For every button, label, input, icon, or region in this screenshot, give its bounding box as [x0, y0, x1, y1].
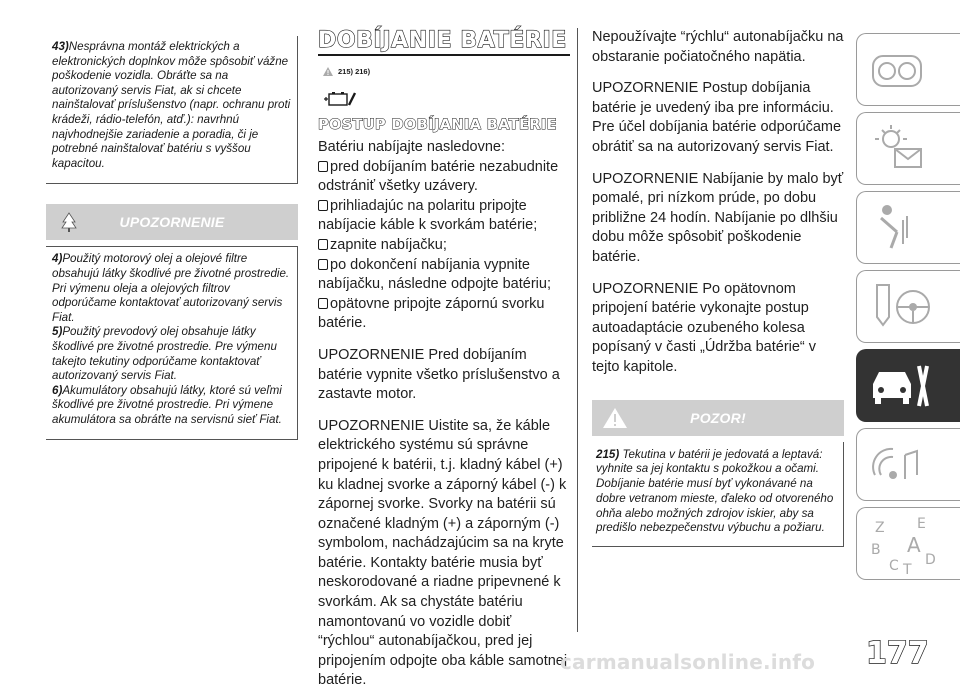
tab-index[interactable]: [856, 507, 960, 580]
bullet-icon: [318, 259, 328, 270]
note-4: [52, 252, 291, 325]
note-4-number: 4): [52, 252, 63, 266]
step-2: [318, 197, 570, 236]
note-215-box: [592, 442, 844, 548]
note-5-text: Použitý prevodový olej obsahuje látky škodlivé pre životné prostredie. Pre výmenu takejto tekutiny odporúčame kontaktovať autorizovaný servis Fiat.: [52, 325, 277, 383]
danger-banner: [592, 400, 844, 436]
caution-paragraph-5: UPOZORNENIE Po opätovnom pripojení batérie vykonajte postup autoadaptácie ozubeného kolesa popísaný v časti „Údržba batérie“ v tejto kapitole.: [592, 280, 817, 375]
step-3-text: zapnite nabíjačku;: [330, 236, 447, 253]
note-215-number: 215): [596, 447, 620, 461]
middle-column: [318, 28, 570, 691]
tab-dashboard[interactable]: [856, 33, 960, 106]
procedure-intro: Batériu nabíjajte nasledovne:: [318, 139, 506, 155]
note-6: [52, 384, 291, 428]
bullet-icon: [318, 298, 328, 309]
warning-title: UPOZORNENIE: [119, 214, 225, 231]
step-1-text: pred dobíjaním batérie nezabudnite odstrániť všetky uzávery.: [318, 158, 559, 195]
tree-icon: [60, 212, 78, 239]
note-4-text: Použitý motorový olej a olejové filtre obsahujú látky škodlivé pre životné prostredie. Pri výmenu oleja a olejových filtrov odporúčame kontaktovať autorizovaný servis Fiat.: [52, 252, 290, 324]
svg-text:B: B: [871, 542, 881, 558]
section-heading: DOBÍJANIE BATÉRIE: [318, 28, 567, 53]
safety-icon: [867, 198, 927, 258]
procedure-body: [318, 138, 570, 691]
warning-lights-icon: [867, 119, 927, 179]
left-column: [46, 36, 298, 440]
subsection-heading: POSTUP DOBÍJANIA BATÉRIE: [318, 117, 557, 133]
svg-text:C: C: [889, 558, 899, 574]
svg-text:A: A: [907, 533, 921, 557]
caution-paragraph-3: UPOZORNENIE Postup dobíjania batérie je uvedený iba pre informáciu. Pre účel dobíjania batérie odporúčame obrátiť sa na autorizovaný servis Fiat.: [592, 80, 842, 155]
column-divider: [577, 28, 578, 632]
note-43-text: Nesprávna montáž elektrických a elektronických doplnkov môže spôsobiť vážne poškodenie vozidla. Obráťte sa na autorizovaný servis Fiat, ak si chcete nainštalovať príslušenstvo (napr. ochranu proti krádeži, rádio-telefón, atď.): navrhnú najvhodnejšie zariadenie a poradia, či je potrebné nainštalovať batériu s vyššou kapacitou.: [52, 40, 291, 170]
tab-warning-lights[interactable]: [856, 112, 960, 185]
bullet-icon: [318, 161, 328, 172]
step-5-text: opätovne pripojte zápornú svorku batérie.: [318, 295, 545, 332]
battery-charging-icon: [318, 91, 570, 112]
bullet-icon: [318, 239, 328, 250]
driving-icon: [867, 277, 937, 337]
warning-triangle-icon: [602, 407, 628, 434]
reference-numbers: 215) 216): [338, 67, 371, 76]
step-4: [318, 256, 570, 295]
caution-paragraph-4: UPOZORNENIE Nabíjanie by malo byť pomalé, pri nízkom prúde, po dobu približne 24 hodín. Nabíjanie po dlhšiu dobu môže spôsobiť poškodenie batérie.: [592, 170, 844, 265]
references: [318, 66, 570, 77]
svg-text:D: D: [925, 552, 936, 568]
dashboard-icon: [867, 40, 927, 100]
svg-text:Z: Z: [875, 520, 885, 536]
note-43-box: [46, 36, 298, 184]
danger-title: POZOR!: [690, 409, 746, 426]
tab-multimedia[interactable]: [856, 428, 960, 501]
watermark: carmanualsonline.info: [560, 650, 816, 674]
multimedia-icon: [867, 435, 927, 495]
chapter-tabs: [856, 33, 960, 586]
page-number: 177: [866, 636, 929, 671]
note-215-text: Tekutina v batérii je jedovatá a leptavá: vyhnite sa jej kontaktu s pokožkou a očami. Dobíjanie batérie musí byť vykonávané na dobre vetranom mieste, ďaleko od otvoreného ohňa alebo možných zdrojov iskier, aby sa predišlo nebezpečenstvu výbuchu a požiaru.: [596, 447, 834, 535]
bullet-icon: [318, 200, 328, 211]
note-43: [52, 40, 291, 171]
paragraph-fast-charger: Nepoužívajte “rýchlu“ autonabíjačku na obstaranie počiatočného napätia.: [592, 29, 844, 65]
note-43-number: 43): [52, 40, 69, 53]
step-1: [318, 158, 570, 197]
caution-paragraph-2: UPOZORNENIE Uistite sa, že káble elektrického systému sú správne pripojené k batérii, t.j. kladný kábel (+) ku kladnej svorke a záporný kábel (-) k zápornej svorke. Svorky na batérii sú označené kladným (+) a záporným (-) symbolom, nachádzajúcim sa na kryte batérie. Kontakty batérie musia byť neskorodované a riadne pripevnené k svorkám. Ak sa chystáte batériu namontovanú vo vozidle dobiť “rýchlou“ autonabíjačkou, pred jej pripojením odpojte oba káble samotnej batérie.: [318, 417, 568, 689]
step-3: [318, 236, 570, 256]
note-5: [52, 325, 291, 383]
note-6-number: 6): [52, 383, 63, 397]
note-5-number: 5): [52, 325, 63, 339]
note-215: [596, 448, 839, 537]
svg-text:T: T: [903, 562, 912, 578]
right-column: [592, 28, 844, 547]
heading-rule: [318, 54, 570, 56]
right-body: [592, 28, 844, 378]
notes-4-6-box: [46, 246, 298, 440]
step-2-text: prihliadajúc na polaritu pripojte nabíjacie káble k svorkám batérie;: [318, 197, 538, 234]
step-4-text: po dokončení nabíjania vypnite nabíjačku, následne odpojte batériu;: [318, 256, 551, 293]
warning-banner: [46, 204, 298, 240]
step-5: [318, 295, 570, 334]
tab-safety[interactable]: [856, 191, 960, 264]
svg-text:E: E: [917, 516, 926, 532]
service-icon: [867, 356, 937, 416]
index-icon: [867, 514, 947, 580]
caution-paragraph-1: UPOZORNENIE Pred dobíjaním batérie vypnite všetko príslušenstvo a zastavte motor.: [318, 346, 560, 403]
tab-driving[interactable]: [856, 270, 960, 343]
note-6-text: Akumulátory obsahujú látky, ktoré sú veľmi škodlivé pre životné prostredie. Pri výmene akumulátora sa obráťte na servisnú sieť Fiat.: [52, 383, 282, 426]
tab-service[interactable]: [856, 349, 960, 422]
warning-triangle-icon: [322, 66, 334, 77]
